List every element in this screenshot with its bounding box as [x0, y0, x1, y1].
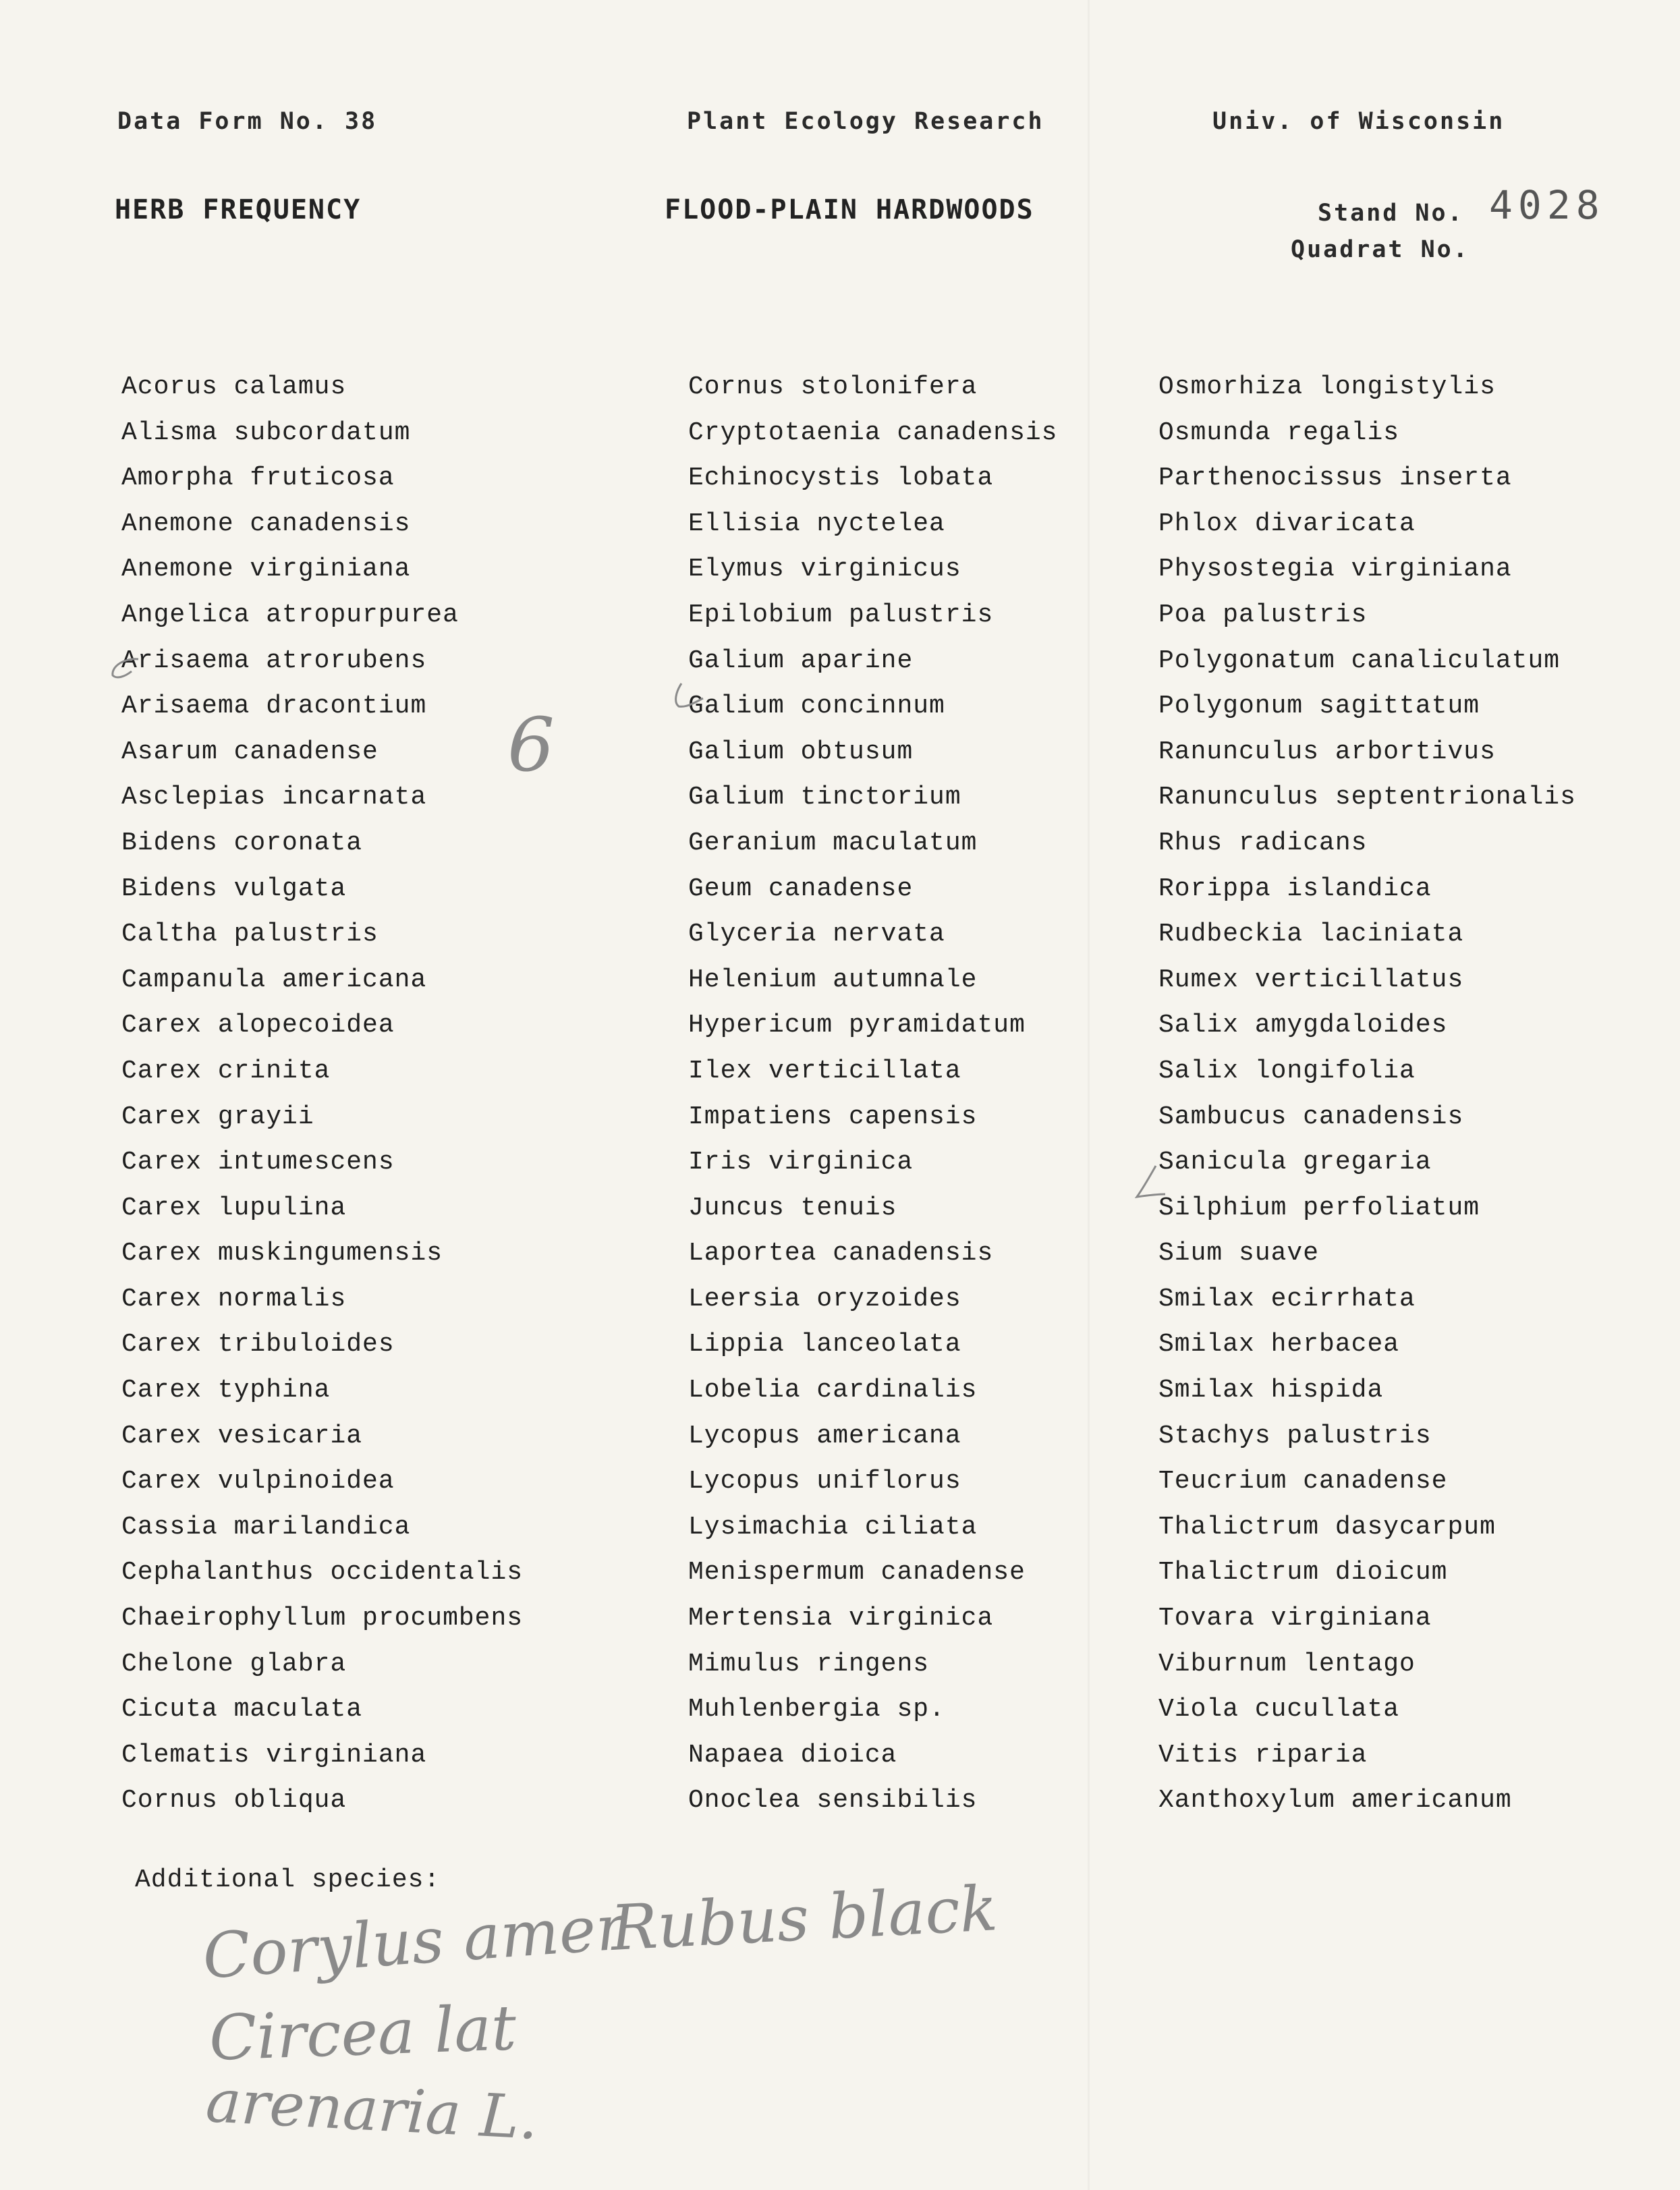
species-entry: Carex muskingumensis [121, 1239, 443, 1268]
species-entry: Carex crinita [121, 1056, 331, 1086]
species-entry: Cryptotaenia canadensis [688, 418, 1058, 447]
species-entry: Galium concinnum [688, 692, 945, 721]
form-title: HERB FREQUENCY [115, 194, 362, 225]
species-entry: Ranunculus arbortivus [1158, 737, 1496, 766]
species-entry: Carex intumescens [121, 1148, 395, 1177]
species-entry: Epilobium palustris [688, 600, 994, 629]
species-column-2 [688, 364, 1058, 1824]
species-entry: Echinocystis lobata [688, 464, 994, 493]
species-entry: Carex normalis [121, 1284, 347, 1314]
species-entry: Mimulus ringens [688, 1649, 930, 1679]
species-entry: Asclepias incarnata [121, 783, 427, 812]
species-entry: Carex grayii [121, 1102, 314, 1131]
species-entry: Rhus radicans [1158, 828, 1368, 858]
species-entry: Ranunculus septentrionalis [1158, 783, 1576, 812]
species-entry: Alisma subcordatum [121, 418, 411, 447]
species-entry: Tovara virginiana [1158, 1604, 1432, 1633]
species-entry: Rumex verticillatus [1158, 965, 1464, 994]
species-entry: Smilax hispida [1158, 1376, 1384, 1405]
species-entry: Viola cucullata [1158, 1695, 1400, 1724]
species-entry: Sium suave [1158, 1239, 1320, 1268]
species-entry: Sambucus canadensis [1158, 1102, 1464, 1131]
quadrat-label: Quadrat No. [1291, 236, 1469, 263]
species-entry: Smilax herbacea [1158, 1330, 1400, 1359]
species-entry: Carex typhina [121, 1376, 331, 1405]
species-entry: Lobelia cardinalis [688, 1376, 978, 1405]
species-entry: Impatiens capensis [688, 1102, 978, 1131]
species-entry: Ilex verticillata [688, 1056, 961, 1086]
species-entry: Muhlenbergia sp. [688, 1695, 945, 1724]
species-entry: Anemone canadensis [121, 509, 411, 538]
species-entry: Geum canadense [688, 874, 914, 903]
species-entry: Physostegia virginiana [1158, 555, 1512, 584]
species-entry: Phlox divaricata [1158, 509, 1416, 538]
species-entry: Teucrium canadense [1158, 1467, 1448, 1496]
species-entry: Rorippa islandica [1158, 874, 1432, 903]
species-entry: Elymus virginicus [688, 555, 961, 584]
species-entry: Galium obtusum [688, 737, 914, 766]
species-column-1 [121, 364, 523, 1824]
species-entry: Viburnum lentago [1158, 1649, 1416, 1679]
handwritten-species-3: Circea lat [208, 1992, 517, 2075]
species-entry: Lysimachia ciliata [688, 1512, 978, 1542]
species-entry: Cicuta maculata [121, 1695, 363, 1724]
species-entry: Glyceria nervata [688, 920, 945, 949]
species-entry: Salix amygdaloides [1158, 1011, 1448, 1040]
species-entry: Salix longifolia [1158, 1056, 1416, 1086]
species-entry: Arisaema dracontium [121, 692, 427, 721]
stand-number: 4028 [1489, 182, 1605, 228]
species-entry: Smilax ecirrhata [1158, 1284, 1416, 1314]
species-entry: Leersia oryzoides [688, 1284, 961, 1314]
species-entry: Thalictrum dasycarpum [1158, 1512, 1496, 1542]
species-column-3 [1158, 364, 1576, 1824]
species-entry: Geranium maculatum [688, 828, 978, 858]
species-entry: Carex tribuloides [121, 1330, 395, 1359]
species-entry: Cassia marilandica [121, 1512, 411, 1542]
species-entry: Vitis riparia [1158, 1740, 1368, 1770]
handwritten-count: 6 [507, 702, 555, 788]
species-entry: Anemone virginiana [121, 555, 411, 584]
form-number: Data Form No. 38 [117, 108, 378, 135]
species-entry: Laportea canadensis [688, 1239, 994, 1268]
species-entry: Onoclea sensibilis [688, 1786, 978, 1816]
species-entry: Osmunda regalis [1158, 418, 1400, 447]
species-entry: Chaeirophyllum procumbens [121, 1604, 524, 1633]
check-mark-arisaema [105, 651, 145, 685]
species-entry: Hypericum pyramidatum [688, 1011, 1026, 1040]
species-entry: Thalictrum dioicum [1158, 1558, 1448, 1588]
species-entry: Menispermum canadense [688, 1558, 1026, 1588]
species-entry: Stachys palustris [1158, 1421, 1432, 1451]
species-entry: Bidens vulgata [121, 874, 347, 903]
species-entry: Sanicula gregaria [1158, 1148, 1432, 1177]
species-entry: Acorus calamus [121, 372, 347, 401]
species-entry: Polygonatum canaliculatum [1158, 646, 1561, 675]
stand-label: Stand No. [1318, 200, 1464, 227]
handwritten-species-1: Corylus amer [200, 1891, 628, 1993]
species-entry: Polygonum sagittatum [1158, 692, 1480, 721]
community-title: FLOOD-PLAIN HARDWOODS [665, 194, 1034, 225]
species-entry: Chelone glabra [121, 1649, 347, 1679]
species-entry: Napaea dioica [688, 1740, 897, 1770]
check-mark-galium [668, 678, 708, 715]
species-entry: Lycopus americana [688, 1421, 961, 1451]
species-entry: Asarum canadense [121, 737, 379, 766]
species-entry: Carex vulpinoidea [121, 1467, 395, 1496]
additional-species-label: Additional species: [135, 1865, 441, 1894]
species-entry: Amorpha fruticosa [121, 464, 395, 493]
species-entry: Ellisia nyctelea [688, 509, 945, 538]
species-entry: Iris virginica [688, 1148, 914, 1177]
species-entry: Parthenocissus inserta [1158, 464, 1512, 493]
check-mark-sanicula [1130, 1162, 1171, 1202]
species-entry: Juncus tenuis [688, 1193, 897, 1223]
species-entry: Arisaema atrorubens [121, 646, 427, 675]
species-entry: Poa palustris [1158, 600, 1368, 629]
species-entry: Carex vesicaria [121, 1421, 363, 1451]
species-entry: Carex lupulina [121, 1193, 347, 1223]
species-entry: Bidens coronata [121, 828, 363, 858]
handwritten-species-2: Rubus black [609, 1872, 999, 1965]
species-entry: Xanthoxylum americanum [1158, 1786, 1512, 1816]
species-entry: Carex alopecoidea [121, 1011, 395, 1040]
species-entry: Cornus obliqua [121, 1786, 347, 1816]
species-entry: Lycopus uniflorus [688, 1467, 961, 1496]
species-entry: Campanula americana [121, 965, 427, 994]
species-entry: Caltha palustris [121, 920, 379, 949]
species-entry: Helenium autumnale [688, 965, 978, 994]
species-entry: Cephalanthus occidentalis [121, 1558, 524, 1588]
species-entry: Osmorhiza longistylis [1158, 372, 1496, 401]
species-entry: Lippia lanceolata [688, 1330, 961, 1359]
species-entry: Rudbeckia laciniata [1158, 920, 1464, 949]
species-entry: Angelica atropurpurea [121, 600, 459, 629]
species-entry: Cornus stolonifera [688, 372, 978, 401]
lab-name: Plant Ecology Research [687, 108, 1044, 135]
species-entry: Mertensia virginica [688, 1604, 994, 1633]
page-fold-line [1088, 0, 1090, 2190]
species-entry: Silphium perfoliatum [1158, 1193, 1480, 1223]
handwritten-species-4: arenaria L. [204, 2066, 540, 2153]
university-name: Univ. of Wisconsin [1212, 108, 1505, 135]
species-entry: Clematis virginiana [121, 1740, 427, 1770]
species-entry: Galium aparine [688, 646, 914, 675]
species-entry: Galium tinctorium [688, 783, 961, 812]
